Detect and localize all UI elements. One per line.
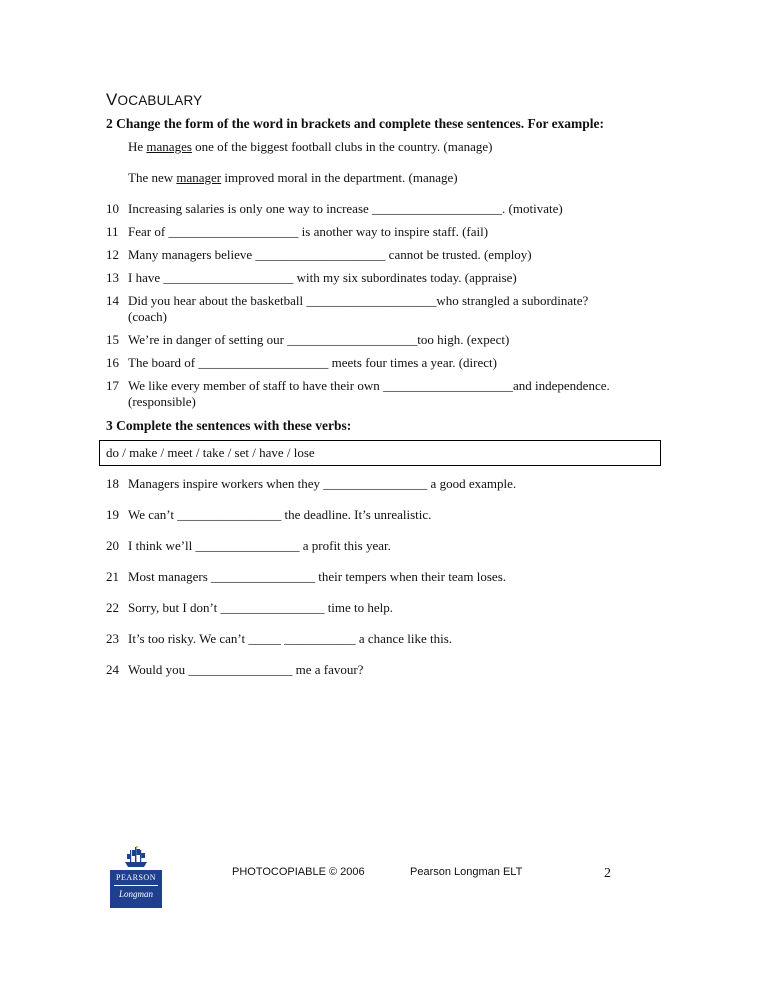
example-sentence-1: He manages one of the biggest football clubs in the country. (manage) [128,139,493,154]
example-sentence-2: The new manager improved moral in the department. (manage) [128,170,458,185]
photocopiable-notice: PHOTOCOPIABLE © 2006 [232,866,365,878]
publisher-name: Pearson Longman ELT [410,866,523,878]
footer-text [232,866,522,878]
page-number: 2 [604,866,611,881]
page-heading: VOCABULARY [106,90,203,109]
pearson-longman-logo: PEARSON Longman [110,846,162,908]
verb-list-box: do / make / meet / take / set / have / lose [99,440,661,466]
section-3-title: 3 Complete the sentences with these verbs: [106,418,352,433]
ship-icon [124,846,148,868]
section-2-title: 2 Change the form of the word in brackets and complete these sentences. For example: [106,116,605,131]
